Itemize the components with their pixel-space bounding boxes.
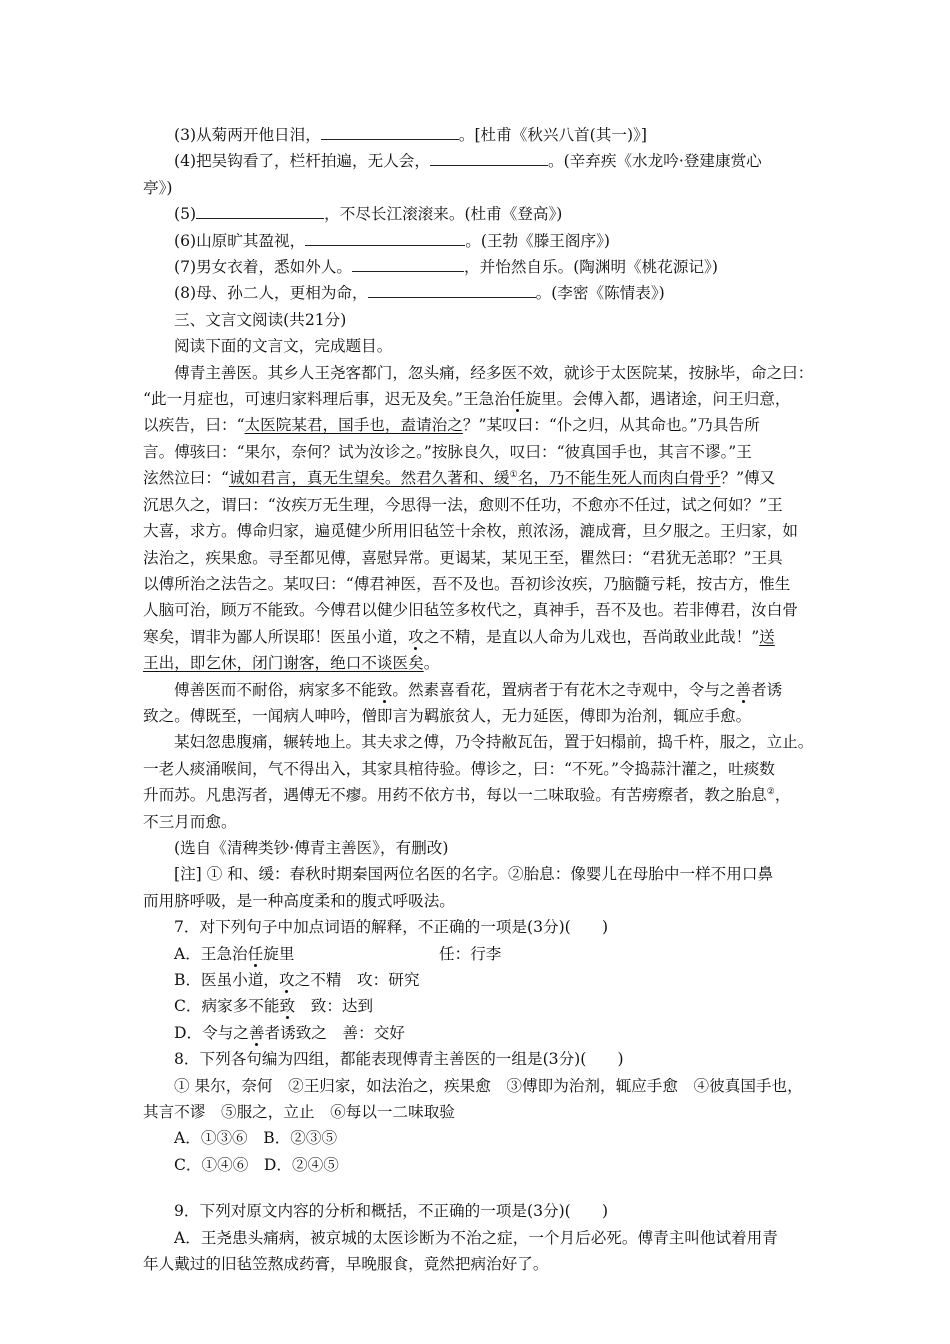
text-run: 者诱致之 bbox=[264, 1023, 327, 1042]
text-run: 言。傅骇曰：“果尔，奈何？试为汝诊之。”按脉良久，叹曰：“彼真国手也，其言不谬。”王 bbox=[143, 442, 752, 461]
footnote-line: [注] ① 和、缓：春秋时期秦国两位名医的名字。②胎息：像婴儿在母胎中一样不用口鼻 bbox=[174, 865, 774, 884]
option-c[interactable]: C．①④⑥ bbox=[174, 1155, 249, 1174]
text-run: 以傅所治之法告之。某叹曰：“傅君神医，吾不及也。吾初诊汝疾，乃脑髓亏耗，按古方，惟生 bbox=[143, 574, 791, 593]
option-gloss: 善：交好 bbox=[342, 1023, 405, 1042]
text-run: “此一月症也，可速归家料理后事，迟无及矣。”王急治 bbox=[143, 390, 510, 409]
text-run: 名，乃不能生死人而肉白骨乎 bbox=[517, 469, 721, 488]
text-run: 诚如君言，真无生望矣。然君久著和、缓 bbox=[228, 469, 510, 488]
fill-item-source: ，并怡然自乐。(陶渊明《桃花源记》) bbox=[464, 258, 718, 277]
passage-paragraph-3 bbox=[143, 729, 814, 835]
dotted-word: 善 bbox=[735, 680, 752, 699]
passage-source: (选自《清稗类钞·傅青主善医》，有删改) bbox=[174, 838, 449, 857]
passage-line bbox=[143, 624, 811, 650]
text-run: 某妇忽患腹痛，辗转地上。其夫求之傅，乃令持敝瓦缶，置于妇榻前，捣千杵，服之，立止。 bbox=[174, 733, 814, 752]
answer-blank[interactable] bbox=[368, 280, 536, 298]
passage-line bbox=[143, 729, 814, 755]
question-items: 其言不谬 ⑤服之，立止 ⑥每以一二味取验 bbox=[143, 1103, 455, 1122]
text-run: 傅青主善医。其乡人王尧客都门，忽头痛，经多医不效，就诊于太医院某，按脉毕，命之曰： bbox=[174, 363, 814, 382]
passage-line bbox=[143, 782, 811, 808]
options-row bbox=[143, 1125, 811, 1151]
dotted-word: 善 bbox=[248, 1023, 265, 1042]
answer-blank[interactable] bbox=[305, 228, 465, 246]
passage-paragraph-2 bbox=[143, 677, 811, 730]
option-gloss: 致：达到 bbox=[310, 997, 374, 1016]
text-run: B．医虽小道， bbox=[174, 971, 280, 989]
question-9 bbox=[143, 1198, 811, 1277]
fill-item-text: (4)把吴钩看了，栏杆拍遍，无人会， bbox=[174, 152, 430, 171]
dotted-word: 致 bbox=[376, 680, 393, 699]
question-stem: 7．对下列句子中加点词语的解释，不正确的一项是(3分)( ) bbox=[174, 918, 609, 937]
passage-line bbox=[143, 545, 811, 571]
passage-line bbox=[143, 439, 811, 465]
passage-line bbox=[143, 412, 811, 438]
document-page bbox=[143, 122, 814, 1277]
text-run: 者诱 bbox=[751, 680, 783, 699]
fill-item-text: (5) bbox=[174, 205, 197, 224]
text-run: 致之。傅既至，一闻病人呻吟，僧即言为羁旅贫人，无力延医，傅即为治剂，辄应手愈。 bbox=[143, 706, 752, 725]
question-stem: 8．下列各句编为四组，都能表现傅青主善医的一组是(3分)( ) bbox=[174, 1050, 624, 1069]
answer-blank[interactable] bbox=[352, 254, 464, 272]
answer-blank[interactable] bbox=[430, 148, 548, 166]
text-run: 傅善医而不耐俗，病家多不能 bbox=[174, 680, 377, 699]
dotted-word: 攻 bbox=[279, 971, 295, 989]
fill-item-text: (8)母、孙二人，更相为命， bbox=[174, 284, 368, 303]
option-d[interactable]: D．②④⑤ bbox=[263, 1155, 339, 1174]
text-run: 沉思久之，谓曰：“汝疾万无生理，今思得一法，愈则不任功，不愈亦不任过，试之何如？”王 bbox=[143, 495, 783, 514]
footnote-marker: ① bbox=[509, 470, 518, 481]
fill-item-4 bbox=[143, 148, 811, 174]
dotted-word: 致 bbox=[279, 997, 296, 1016]
fill-item-source: 。[杜甫《秋兴八首(其一)》] bbox=[458, 126, 647, 144]
text-run: 之不精，是直以人命为儿戏也，吾尚敢业此哉！” bbox=[423, 627, 760, 646]
underlined-sentence: 太医院某君，国手也，盍请治之 bbox=[244, 416, 463, 435]
text-run: ， bbox=[774, 786, 791, 805]
passage-line bbox=[143, 518, 811, 544]
fill-item-source: 。(李密《陈情表》) bbox=[535, 284, 665, 303]
option-a[interactable]: A．王尧患头痛病，被京城的太医诊断为不治之症，一个月后必死。傅青主叫他试着用青 bbox=[174, 1228, 778, 1247]
passage-line bbox=[143, 809, 811, 835]
fill-item-5 bbox=[143, 201, 811, 227]
option-b[interactable] bbox=[143, 967, 811, 993]
text-run: 旋里。会傅入都，遇诸途，问王归意， bbox=[525, 390, 791, 409]
option-gloss: 任：行李 bbox=[439, 944, 502, 963]
fill-item-4-cont: 亭》) bbox=[143, 178, 173, 197]
text-run: 之不精 bbox=[294, 971, 342, 989]
options-row bbox=[143, 1152, 811, 1178]
footnote-marker: ② bbox=[766, 786, 775, 797]
underlined-sentence bbox=[229, 469, 721, 487]
answer-blank[interactable] bbox=[196, 201, 324, 219]
text-run: 泫然泣曰：“ bbox=[143, 469, 229, 488]
answer-blank[interactable] bbox=[321, 122, 459, 140]
text-run: A．王急治 bbox=[174, 944, 248, 963]
text-run: D．令与之 bbox=[174, 1023, 249, 1042]
text-run: 人脑可治，顾万不能致。今傅君以健少旧毡笠多枚代之，真神手，吾不及也。若非傅君，汝白骨 bbox=[143, 601, 798, 620]
text-run: C．病家多不能 bbox=[174, 997, 280, 1016]
dotted-word: 任 bbox=[509, 390, 526, 409]
passage-line bbox=[143, 360, 814, 386]
underlined-sentence: 王出，即乞休，闭门谢客，绝口不谈医矣 bbox=[143, 654, 424, 673]
fill-item-6 bbox=[143, 228, 811, 254]
section-instruction: 阅读下面的文言文，完成题目。 bbox=[174, 337, 393, 356]
text-run: 以疾告，曰：“ bbox=[143, 416, 245, 435]
dotted-word: 攻 bbox=[408, 627, 424, 646]
passage-line bbox=[143, 571, 811, 597]
text-run: ？”某叹曰：“仆之归，从其命也。”乃具告所 bbox=[462, 416, 760, 435]
fill-item-text: (6)山原旷其盈视， bbox=[174, 231, 306, 250]
option-a-cont: 年人戴过的旧毡笠熬成药膏，早晚服食，竟然把病治好了。 bbox=[143, 1255, 549, 1274]
passage-line bbox=[143, 465, 811, 491]
fill-item-source: 。(辛弃疾《水龙吟·登建康赏心 bbox=[548, 152, 762, 171]
passage-line bbox=[143, 386, 811, 412]
section-heading: 三、文言文阅读(共21分) bbox=[174, 310, 347, 329]
fill-item-8 bbox=[143, 280, 811, 306]
question-8 bbox=[143, 1046, 811, 1178]
option-a[interactable]: A．①③⑥ bbox=[174, 1129, 248, 1148]
fill-item-3 bbox=[143, 122, 811, 148]
passage-paragraph-1 bbox=[143, 360, 814, 677]
option-b[interactable]: B．②③⑤ bbox=[263, 1129, 338, 1148]
passage-line bbox=[143, 597, 811, 623]
fill-item-7 bbox=[143, 254, 811, 280]
text-run: 寒矣，谓非为鄙人所误耶！医虽小道， bbox=[143, 627, 409, 646]
text-run: 旋里 bbox=[263, 944, 295, 963]
underlined-sentence: 送 bbox=[759, 627, 775, 646]
question-7 bbox=[143, 914, 811, 1046]
passage-line bbox=[143, 492, 811, 518]
question-items: ① 果尔，奈何 ②王归家，如法治之，疾果愈 ③傅即为治剂，辄应手愈 ④彼真国手也， bbox=[174, 1076, 803, 1095]
footnote-line: 而用脐呼吸，是一种高度柔和的腹式呼吸法。 bbox=[143, 891, 455, 910]
fill-item-text: (3)从菊两开他日泪， bbox=[174, 126, 321, 144]
option-d[interactable] bbox=[143, 1020, 811, 1046]
text-run: ？”傅又 bbox=[720, 469, 776, 488]
text-run: 法治之，疾果愈。寻至都见傅，喜慰异常。更谒某，某见王至，瞿然曰：“君犹无恙耶？”王具 bbox=[143, 548, 783, 567]
text-run: 不三月而愈。 bbox=[143, 812, 237, 831]
text-run: 一老人痰涌喉间，气不得出入，其家具棺待验。傅诊之，曰：“不死。”令捣蒜汁灌之，吐痰数 bbox=[143, 759, 775, 778]
passage-line bbox=[143, 703, 811, 729]
text-run: 。 bbox=[423, 654, 440, 673]
question-stem: 9．下列对原文内容的分析和概括，不正确的一项是(3分)( ) bbox=[174, 1202, 609, 1221]
fill-item-source: 。(王勃《滕王阁序》) bbox=[465, 231, 610, 250]
dotted-word: 任 bbox=[247, 944, 264, 963]
option-gloss: 攻：研究 bbox=[357, 971, 420, 989]
text-run: 大喜，求方。傅命归家，遍觅健少所用旧毡笠十余枚，煎浓汤，漉成膏，旦夕服之。王归家，如 bbox=[143, 522, 798, 541]
text-run: 。然素喜看花，置病者于有花木之寺观中，令与之 bbox=[392, 680, 736, 699]
fill-item-text: (7)男女衣着，悉如外人。 bbox=[174, 258, 353, 277]
text-run: 升而苏。凡患泻者，遇傅无不瘳。用药不依方书，每以一二味取验。有苦痨瘵者，教之胎息 bbox=[143, 786, 767, 805]
passage-line bbox=[143, 677, 811, 703]
fill-item-source: ，不尽长江滚滚来。(杜甫《登高》) bbox=[324, 205, 563, 224]
option-a[interactable] bbox=[143, 941, 811, 967]
passage-line bbox=[143, 756, 811, 782]
option-c[interactable] bbox=[143, 993, 811, 1019]
passage-line bbox=[143, 650, 811, 676]
